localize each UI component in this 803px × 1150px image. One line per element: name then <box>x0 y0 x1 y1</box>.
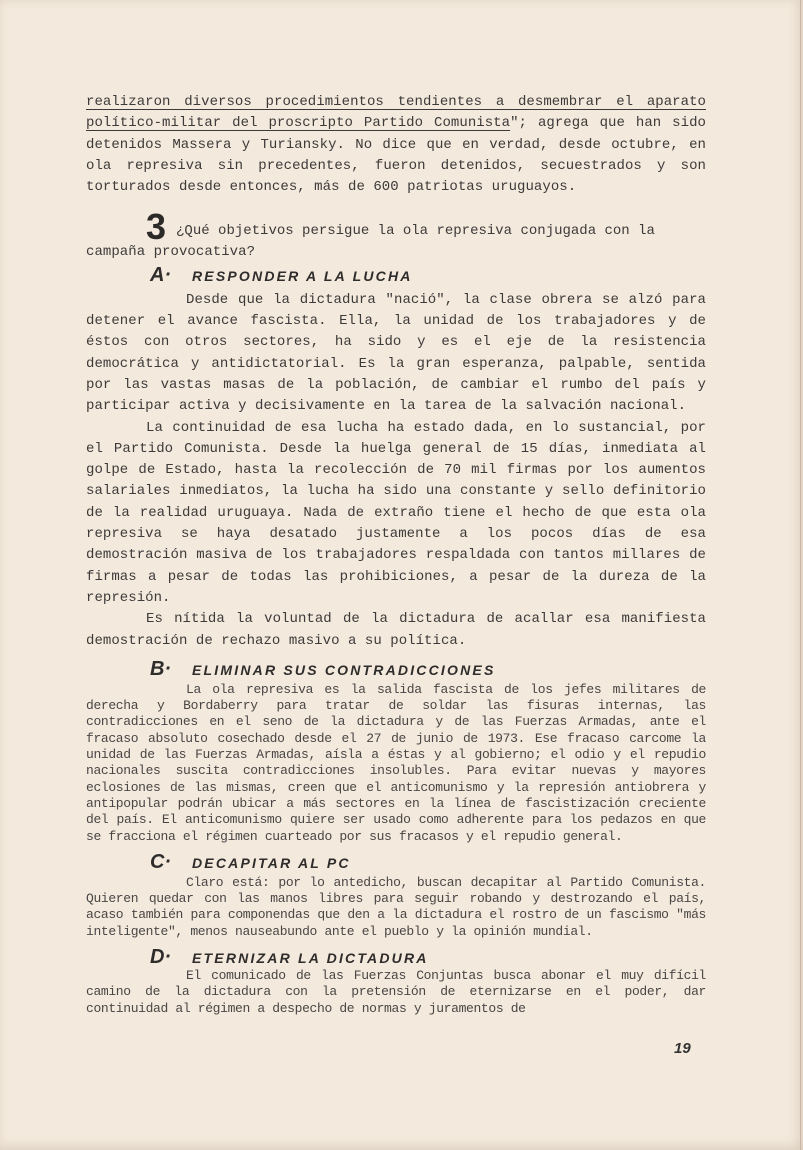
page-number: 19 <box>674 1040 691 1057</box>
page-edge <box>800 0 801 1150</box>
intro-paragraph <box>86 92 706 198</box>
question-number: 3 <box>146 206 167 248</box>
section-a-title: RESPONDER A LA LUCHA <box>192 267 413 284</box>
section-a-paragraph-2: La continuidad de esa lucha ha estado dada, en lo sustancial, por el Partido Comunista. Desde la huelga general de 15 días, inmediata al golpe de Estado, hasta la recolección de 70 mil firmas por los aumentos salariales inmediatos, la lucha ha sido una constante y sello definitorio de la realidad uruguaya. Nada de extraño tiene el hecho de que esta ola represiva se haya desatado justamente a los pocos días de esa demostración masiva de los trabajadores respaldada con tantos millares de firmas a pesar de todas las prohibiciones, a pesar de la dureza de la represión. <box>86 419 706 606</box>
section-c-letter: C· <box>150 850 172 873</box>
section-a-paragraph-3: Es nítida la voluntad de la dictadura de acallar esa manifiesta demostración de rechazo masivo a su política. <box>86 611 706 649</box>
section-c-heading <box>86 851 706 875</box>
page-content <box>86 92 706 1017</box>
intro-underlined-text: realizaron diversos procedimientos tendientes a desmembrar el aparato político-militar del proscripto Partido Comunista <box>86 94 706 132</box>
section-b-title: ELIMINAR SUS CONTRADICCIONES <box>192 661 496 678</box>
section-a-letter: A· <box>150 263 172 286</box>
intro-rest-text: "; agrega que han sido detenidos Massera y Turiansky. No dice que en verdad, desde octubre, en ola represiva sin precedentes, fueron detenidos, secuestrados y son torturados desde entonces, más de 600 patriotas uruguayos. <box>86 115 706 196</box>
question-text-end: campaña provocativa? <box>86 244 256 261</box>
section-b-heading <box>86 658 706 682</box>
section-d-title: ETERNIZAR LA DICTADURA <box>192 949 429 966</box>
section-c-title: DECAPITAR AL PC <box>192 854 351 871</box>
section-a-paragraph-1: Desde que la dictadura "nació", la clase obrera se alzó para detener el avance fascista. Ella, la unidad de los trabajadores y de éstos con otros sectores, ha sido y es el eje de la resistencia democrática y antidictatorial. Es la gran esperanza, palpable, sentida por las vastas masas de la población, de cambiar el rumbo del país y participar activa y decisivamente en la tarea de la salvación nacional. <box>86 291 706 415</box>
section-d-paragraph-1: El comunicado de las Fuerzas Conjuntas busca abonar el muy difícil camino de la dictadura con la pretensión de eternizarse en el poder, dar continuidad al régimen a despecho de normas y juramentos de <box>86 967 706 1016</box>
section-c-paragraph-1: Claro está: por lo antedicho, buscan decapitar al Partido Comunista. Quieren quedar con las manos libres para seguir robando y destrozando el país, acaso también para componendas que den a la dictadura el rostro de un fascismo "más inteligente", menos nauseabundo ante el pueblo y la opinión mundial. <box>86 874 706 939</box>
section-b-letter: B· <box>150 657 172 680</box>
question-heading <box>86 206 706 248</box>
section-d-letter: D· <box>150 945 172 968</box>
section-b-paragraph-1: La ola represiva es la salida fascista de los jefes militares de derecha y Bordaberry para tratar de soldar las fisuras internas, las contradicciones en el seno de la dictadura y de las Fuerzas Armadas, ante el fracaso absoluto cosechado desde el 27 de junio de 1973. Ese fracaso carcome la unidad de las Fuerzas Armadas, aísla a éstas y al gobierno; el odio y el repudio nacionales suscita contradicciones insolubles. Para evitar nuevas y mayores eclosiones de las mismas, creen que el anticomunismo y la represión antiobrera y antipopular podrán ubicar a más sectores en la línea de fascistización creciente del país. El anticomunismo quiere ser usado como adherente para los pedazos en que se fracciona el régimen cuarteado por sus fracasos y el repudio general. <box>86 681 706 844</box>
question-text-start: ¿Qué objetivos persigue la ola represiva conjugada con la <box>176 223 655 240</box>
section-a-heading <box>86 264 706 290</box>
section-d-heading <box>86 946 706 968</box>
